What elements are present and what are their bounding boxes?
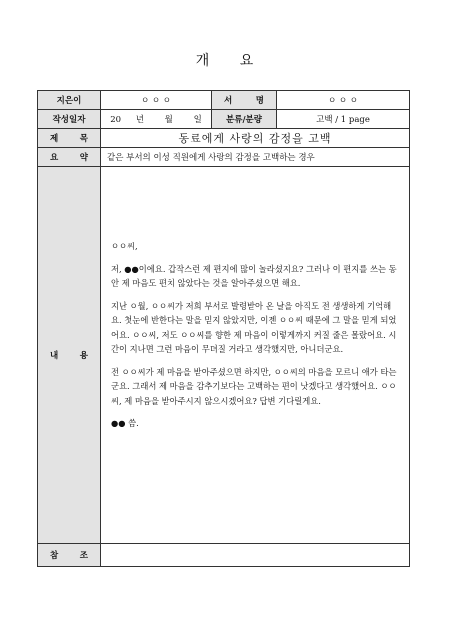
- author-label: 지은이: [38, 91, 101, 110]
- overview-table: [37, 90, 410, 567]
- letter-body: [101, 167, 410, 544]
- author-value: ㅇ ㅇ ㅇ: [101, 91, 212, 110]
- reference-label-char: 조: [79, 551, 88, 561]
- date-value: [101, 110, 212, 129]
- title-char: 개: [195, 53, 211, 69]
- reference-label: [38, 544, 101, 567]
- letter-paragraph: 저, ●●이에요. 갑작스런 제 편지에 많이 놀라셨지요? 그러나 이 편지를 쓰는 동안 제 마음도 편치 않았다는 것을 알아주셨으면 해요.: [111, 263, 397, 288]
- table-row: [38, 544, 410, 567]
- subject-label-char: 제: [50, 134, 59, 144]
- signature-label-char: 서: [224, 96, 233, 106]
- signature-label: [212, 91, 277, 110]
- table-row: [38, 129, 410, 148]
- summary-label-char: 요: [50, 153, 59, 163]
- subject-label: [38, 129, 101, 148]
- category-value: 고백 / 1 page: [277, 110, 410, 129]
- summary-value: 같은 부서의 이성 직원에게 사랑의 감정을 고백하는 경우: [101, 148, 410, 167]
- table-row: [38, 148, 410, 167]
- document-title: [0, 50, 450, 70]
- signature-label-char: 명: [255, 96, 264, 106]
- summary-label: [38, 148, 101, 167]
- category-label: 분류/분량: [212, 110, 277, 129]
- title-char: 요: [239, 53, 255, 69]
- reference-value: [101, 544, 410, 567]
- content-label: [38, 167, 101, 544]
- content-label-char: 내: [50, 351, 59, 361]
- letter-closing: ●● 씀.: [111, 418, 139, 428]
- date-year-unit: 년: [135, 115, 144, 125]
- date-month-unit: 월: [164, 115, 173, 125]
- reference-label-char: 참: [50, 551, 59, 561]
- table-row: [38, 167, 410, 544]
- signature-value: ㅇ ㅇ ㅇ: [277, 91, 410, 110]
- date-year: 20: [110, 115, 122, 125]
- date-label: 작성일자: [38, 110, 101, 129]
- letter-greeting: ㅇㅇ씨,: [111, 241, 138, 251]
- subject-label-char: 목: [79, 134, 88, 144]
- table-row: [38, 91, 410, 110]
- summary-label-char: 약: [79, 153, 88, 163]
- subject-value: 동료에게 사랑의 감정을 고백: [101, 129, 410, 148]
- letter-paragraph: 전 ㅇㅇ씨가 제 마음을 받아주셨으면 하지만, ㅇㅇ씨의 마음을 모르니 애가 타는군요. 그래서 제 마음을 감추기보다는 고백하는 편이 낫겠다고 생각했어요. ㅇㅇ씨, 제 마음을 받아주시지 않으시겠어요? 답변 기다릴게요.: [111, 366, 397, 406]
- letter-paragraph: 지난 ㅇ월, ㅇㅇ씨가 저희 부서로 발령받아 온 날을 아직도 전 생생하게 기억해요. 첫눈에 반한다는 말을 믿지 않았지만, 이젠 ㅇㅇ씨 때문에 그 말을 믿게 되었어요. ㅇㅇ씨, 저도 ㅇㅇ씨를 향한 제 마음이 이렇게까지 커질 줄은 몰랐어요. 시간이 지나면 그런 마음이 무뎌질 거라고 생각했지만, 아니더군요.: [111, 300, 397, 354]
- date-day-unit: 일: [193, 115, 202, 125]
- content-label-char: 용: [79, 351, 88, 361]
- table-row: [38, 110, 410, 129]
